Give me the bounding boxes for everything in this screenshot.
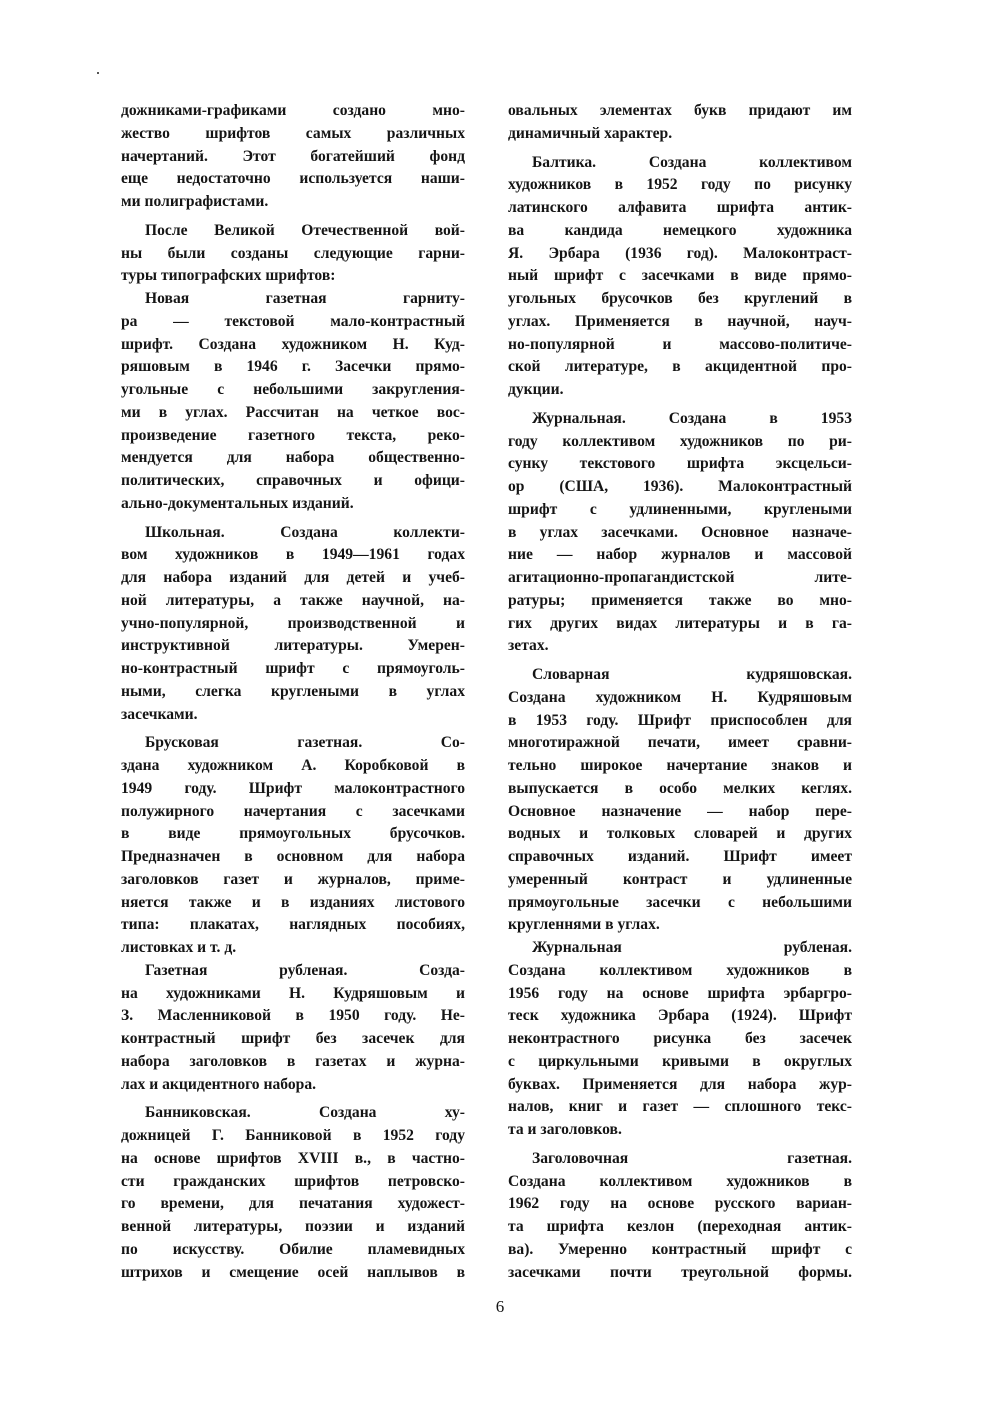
text-line: вом художников в 1949—1961 годах bbox=[121, 546, 465, 564]
text-line: динамичный характер. bbox=[508, 124, 673, 142]
text-line: Создана коллективом художников в bbox=[508, 1172, 852, 1190]
text-line: та и заголовков. bbox=[508, 1121, 622, 1138]
text-line: типа: плакатах, наглядных пособиях, bbox=[121, 916, 465, 934]
text-line: зетах. bbox=[508, 637, 549, 655]
text-line: латинского алфавита шрифта антик- bbox=[508, 199, 852, 216]
text-line: контрастный шрифт без засечек для bbox=[121, 1030, 465, 1047]
text-line: углах. Применяется в научной, науч- bbox=[508, 312, 852, 330]
text-line: няется также и в изданиях листового bbox=[121, 893, 465, 911]
text-line: ра — текстовой мало-контрастный bbox=[121, 312, 465, 330]
text-line: справочных изданий. Шрифт имеет bbox=[508, 848, 852, 865]
text-line: листовках и т. д. bbox=[121, 939, 237, 956]
text-line: неконтрастного рисунка без засечек bbox=[508, 1030, 852, 1047]
text-line: Балтика. Создана коллективом bbox=[532, 153, 852, 171]
text-line: тельно широкое начертание знаков и bbox=[508, 757, 852, 774]
text-line: ально-документальных изданий. bbox=[121, 494, 354, 512]
text-line: художников в 1952 году по рисунку bbox=[508, 176, 852, 194]
text-line: шрифт. Создана художником Н. Куд- bbox=[121, 335, 465, 353]
text-line: венной литературы, поэзии и изданий bbox=[121, 1218, 465, 1235]
text-line: Я. Эрбара (1936 год). Малоконтраст- bbox=[508, 244, 852, 262]
text-line: ратуры; применяется также во мно- bbox=[508, 591, 852, 609]
text-line: Создана художником Н. Кудряшовым bbox=[508, 688, 852, 706]
text-line: угольные с небольшими закругления- bbox=[121, 381, 465, 398]
text-line: буквах. Применяется для набора жур- bbox=[508, 1075, 852, 1093]
text-line: ва). Умеренно контрастный шрифт с bbox=[508, 1240, 852, 1258]
text-line: ми в углах. Рассчитан на четкое вос- bbox=[121, 403, 465, 421]
text-line: учно-популярной, производственной и bbox=[121, 614, 465, 632]
text-line: засечками. bbox=[121, 705, 198, 723]
text-line: ской литературе, в акцидентной про- bbox=[508, 358, 852, 376]
text-line: мендуется для набора общественно- bbox=[121, 449, 465, 467]
text-line: по искусству. Обилие пламевидных bbox=[121, 1240, 465, 1258]
text-line: на художниками Н. Кудряшовым и bbox=[121, 984, 465, 1002]
text-line: 1962 году на основе русского вариан- bbox=[508, 1195, 852, 1213]
text-line: гих других видах литературы и в га- bbox=[508, 614, 852, 632]
text-line: Предназначен в основном для набора bbox=[121, 848, 465, 865]
text-line: Журнальная рубленая. bbox=[532, 939, 852, 956]
left-text-column bbox=[121, 100, 465, 1284]
text-line: но-контрастный шрифт с прямоуголь- bbox=[121, 660, 465, 677]
text-line: году коллективом художников по ри- bbox=[508, 432, 852, 450]
text-line: жество шрифтов самых различных bbox=[121, 124, 465, 142]
text-line: После Великой Отечественной вой- bbox=[145, 221, 465, 239]
page-number: 6 bbox=[495, 1297, 505, 1316]
text-line: политических, справочных и офици- bbox=[121, 472, 465, 489]
text-line: шрифт с удлиненными, круглеными bbox=[508, 500, 852, 518]
text-line: Заголовочная газетная. bbox=[532, 1149, 852, 1167]
text-line: Основное назначение — набор пере- bbox=[508, 802, 852, 820]
text-line: заголовков газет и журналов, приме- bbox=[121, 870, 465, 888]
text-line: ва кандида немецкого художника bbox=[508, 221, 852, 239]
text-line: в 1953 году. Шрифт приспособлен для bbox=[508, 711, 852, 729]
text-line: туры типографских шрифтов: bbox=[121, 267, 336, 285]
text-line: сунку текстового шрифта эксцельси- bbox=[508, 455, 852, 473]
text-line: угольных брусочков без круглений в bbox=[508, 290, 852, 307]
text-line: здана художником А. Коробковой в bbox=[121, 757, 465, 774]
text-line: в виде прямоугольных брусочков. bbox=[121, 825, 465, 843]
text-line: ми полиграфистами. bbox=[121, 193, 269, 210]
text-line: Словарная кудряшовская. bbox=[532, 666, 852, 683]
text-line: лах и акцидентного набора. bbox=[121, 1075, 317, 1093]
text-line: 1956 году на основе шрифта эрбаргро- bbox=[508, 984, 852, 1002]
text-line: агитационно-пропагандистской лите- bbox=[508, 569, 852, 586]
text-line: дожниками-графиками создано мно- bbox=[121, 102, 465, 119]
right-text-column bbox=[508, 100, 852, 1284]
text-line: ны были созданы следующие гарни- bbox=[121, 244, 465, 262]
text-line: полужирного начертания с засечками bbox=[121, 802, 465, 820]
text-line: выпускается в особо мелких кеглях. bbox=[508, 779, 852, 797]
text-line: с циркульными кривыми в округлых bbox=[508, 1052, 852, 1070]
text-line: для набора изданий для детей и учеб- bbox=[121, 569, 465, 586]
text-line: произведение газетного текста, реко- bbox=[121, 426, 465, 444]
text-line: Журнальная. Создана в 1953 bbox=[532, 409, 852, 427]
text-line: ор (США, 1936). Малоконтрастный bbox=[508, 478, 852, 495]
text-line: засечками почти треугольной формы. bbox=[508, 1263, 852, 1281]
text-line: 1949 году. Шрифт малоконтрастного bbox=[121, 779, 465, 797]
text-line: Банниковская. Создана ху- bbox=[145, 1104, 465, 1122]
text-line: дукции. bbox=[508, 381, 564, 398]
scan-speck bbox=[97, 72, 99, 74]
text-line: еще недостаточно используется наши- bbox=[121, 170, 465, 188]
text-line: многотиражной печати, имеет сравни- bbox=[508, 734, 852, 752]
text-line: Создана коллективом художников в bbox=[508, 961, 852, 979]
text-line: З. Масленниковой в 1950 году. Не- bbox=[121, 1007, 465, 1025]
text-line: кругленнями в углах. bbox=[508, 916, 660, 934]
text-line: Новая газетная гарниту- bbox=[145, 290, 465, 307]
text-line: Школьная. Создана коллекти- bbox=[145, 523, 465, 541]
text-line: теск художника Эрбара (1924). Шрифт bbox=[508, 1007, 852, 1025]
text-line: инструктивной литературы. Умерен- bbox=[121, 637, 465, 655]
text-line: но-популярной и массово-политиче- bbox=[508, 335, 852, 353]
text-line: набора заголовков в газетах и журна- bbox=[121, 1052, 465, 1070]
text-line: го времени, для печатания художест- bbox=[121, 1195, 465, 1213]
text-line: ние — набор журналов и массовой bbox=[508, 546, 852, 564]
text-line: умеренный контраст и удлиненные bbox=[508, 870, 852, 888]
text-line: водных и толковых словарей и других bbox=[508, 825, 852, 843]
text-line: Газетная рубленая. Созда- bbox=[145, 961, 465, 979]
text-line: овальных элементах букв придают им bbox=[508, 102, 852, 119]
text-line: дожницей Г. Банниковой в 1952 году bbox=[121, 1127, 465, 1144]
text-line: ный шрифт с засечками в виде прямо- bbox=[508, 267, 852, 285]
text-line: ной литературы, а также научной, на- bbox=[121, 591, 465, 609]
text-line: на основе шрифтов XVIII в., в частно- bbox=[121, 1149, 465, 1167]
text-line: ными, слегка круглеными в углах bbox=[121, 682, 465, 700]
text-line: сти гражданских шрифтов петровско- bbox=[121, 1172, 465, 1190]
text-line: прямоугольные засечки с небольшими bbox=[508, 893, 852, 911]
text-line: начертаний. Этот богатейший фонд bbox=[121, 147, 465, 165]
text-line: Брусковая газетная. Со- bbox=[145, 734, 465, 752]
text-line: налов, книг и газет — сплошного текс- bbox=[508, 1098, 852, 1116]
text-line: в углах засечками. Основное назначе- bbox=[508, 523, 852, 541]
text-line: та шрифта кезлон (переходная антик- bbox=[508, 1218, 852, 1235]
text-line: ряшовым в 1946 г. Засечки прямо- bbox=[121, 358, 465, 376]
text-line: штрихов и смещение осей наплывов в bbox=[121, 1263, 465, 1281]
